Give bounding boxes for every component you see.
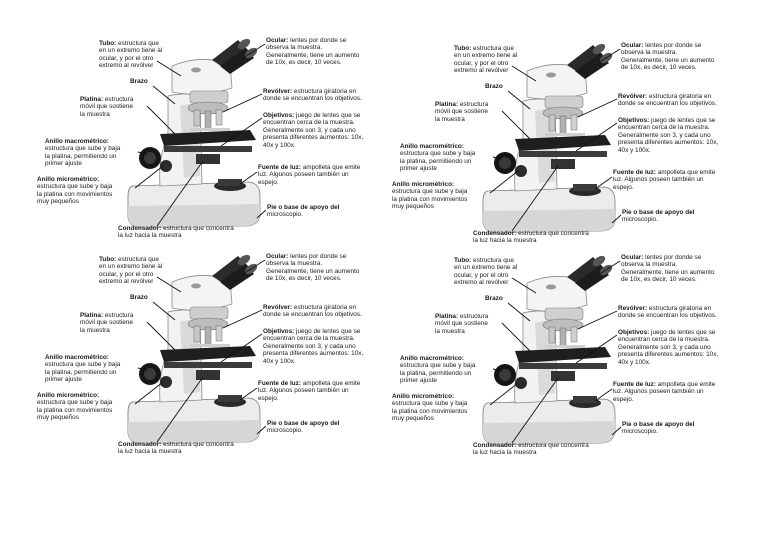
- label-revolver-term: Revólver:: [618, 93, 648, 100]
- label-tubo-term: Tubo:: [454, 45, 472, 52]
- label-objetivos-term: Objetivos:: [263, 328, 295, 335]
- label-micro: [392, 393, 492, 423]
- label-brazo-term: Brazo: [485, 83, 503, 90]
- label-fuente-term: Fuente de luz:: [258, 380, 301, 387]
- label-micro: [392, 181, 492, 211]
- label-objetivos-term: Objetivos:: [618, 117, 650, 124]
- label-tubo-term: Tubo:: [99, 40, 117, 47]
- label-tubo-description: estructura que en un extremo tiene al ocular, y por el otro extremo al revólver: [454, 257, 518, 287]
- label-revolver: [618, 305, 723, 320]
- label-fuente-description: ampolleta que emite luz. Algunos poseen también un espejo.: [613, 381, 716, 403]
- label-revolver-description: estructura giratoria en donde se encuentran los objetivos.: [263, 88, 362, 103]
- label-micro-description: estructura que sube y baja la platina con movimientos muy pequeños: [37, 399, 113, 422]
- label-micro-term: Anillo micrométrico:: [392, 181, 455, 188]
- label-macro-term: Anillo macrométrico:: [400, 355, 464, 362]
- label-tubo: [99, 40, 191, 70]
- label-ocular: [266, 253, 371, 283]
- label-macro-term: Anillo macrométrico:: [45, 354, 109, 361]
- label-pie: [267, 204, 362, 219]
- label-brazo: [130, 294, 170, 301]
- label-ocular-description: lentes por donde se observa la muestra. Generalmente, tiene un aumento de 10x, es decir, 10 veces.: [266, 253, 360, 283]
- label-condensador-description: estructura que concentra la luz hacia la muestra: [118, 225, 234, 240]
- label-condensador: [118, 225, 278, 240]
- label-macro-description: estructura que sube y baja la platina, permitiendo un primer ajuste: [45, 145, 121, 168]
- label-micro-description: estructura que sube y baja la platina con movimientos muy pequeños: [392, 188, 468, 211]
- label-ocular: [266, 37, 371, 67]
- label-platina: [80, 96, 152, 118]
- label-macro-term: Anillo macrométrico:: [45, 138, 109, 145]
- label-fuente-term: Fuente de luz:: [613, 381, 656, 388]
- label-macro-term: Anillo macrométrico:: [400, 143, 464, 150]
- label-revolver-term: Revólver:: [263, 88, 293, 95]
- label-revolver-description: estructura giratoria en donde se encuentran los objetivos.: [263, 304, 362, 319]
- label-condensador-description: estructura que concentra la luz hacia la muestra: [473, 442, 589, 457]
- label-ocular-term: Ocular:: [621, 254, 644, 261]
- label-fuente: [613, 381, 718, 403]
- label-platina: [435, 101, 507, 123]
- label-revolver-description: estructura giratoria en donde se encuentran los objetivos.: [618, 305, 717, 320]
- label-fuente: [258, 164, 363, 186]
- label-micro-term: Anillo micrométrico:: [392, 393, 455, 400]
- label-micro-term: Anillo micrométrico:: [37, 176, 100, 183]
- label-fuente-term: Fuente de luz:: [258, 164, 301, 171]
- label-condensador-term: Condensador:: [118, 441, 162, 448]
- label-brazo-term: Brazo: [130, 294, 148, 301]
- label-tubo-description: estructura que en un extremo tiene al ocular, y por el otro extremo al revólver: [99, 40, 163, 70]
- label-ocular-term: Ocular:: [266, 253, 289, 260]
- label-platina-term: Platina:: [435, 313, 459, 320]
- label-platina-term: Platina:: [80, 312, 104, 319]
- microscope-panel-1: [25, 36, 365, 266]
- label-objetivos: [263, 112, 368, 149]
- label-tubo: [99, 256, 191, 286]
- label-objetivos-description: juego de lentes que se encuentran cerca de la muestra. Generalmente son 3, y cada uno presenta diferentes aumentos: 10x, 40x y 100x.: [618, 329, 719, 366]
- label-micro-term: Anillo micrométrico:: [37, 392, 100, 399]
- label-micro-description: estructura que sube y baja la platina con movimientos muy pequeños: [392, 400, 468, 423]
- label-pie: [267, 420, 362, 435]
- label-condensador-term: Condensador:: [473, 442, 517, 449]
- label-tubo: [454, 45, 546, 75]
- label-tubo-term: Tubo:: [99, 256, 117, 263]
- label-pie: [622, 421, 717, 436]
- label-objetivos: [618, 117, 723, 154]
- label-pie-description: microscopio.: [622, 216, 658, 224]
- label-fuente-description: ampolleta que emite luz. Algunos poseen también un espejo.: [613, 169, 716, 191]
- label-condensador-description: estructura que concentra la luz hacia la muestra: [473, 230, 589, 245]
- label-macro-description: estructura que sube y baja la platina, permitiendo un primer ajuste: [45, 361, 121, 384]
- label-macro: [400, 143, 495, 173]
- label-fuente-term: Fuente de luz:: [613, 169, 656, 176]
- label-objetivos: [618, 329, 723, 366]
- label-platina-description: estructura móvil que sostiene la muestra: [80, 96, 134, 118]
- label-condensador-term: Condensador:: [118, 225, 162, 232]
- label-macro-description: estructura que sube y baja la platina, permitiendo un primer ajuste: [400, 150, 476, 173]
- label-platina-description: estructura móvil que sostiene la muestra: [435, 101, 489, 123]
- label-tubo-description: estructura que en un extremo tiene al ocular, y por el otro extremo al revólver: [99, 256, 163, 286]
- label-condensador: [118, 441, 278, 456]
- microscope-panel-2: [380, 41, 720, 271]
- label-platina-description: estructura móvil que sostiene la muestra: [435, 313, 489, 335]
- label-platina-term: Platina:: [80, 96, 104, 103]
- label-objetivos: [263, 328, 368, 365]
- microscope-panel-3: [25, 252, 365, 482]
- label-brazo: [485, 83, 525, 90]
- label-macro: [400, 355, 495, 385]
- label-platina-term: Platina:: [435, 101, 459, 108]
- label-fuente-description: ampolleta que emite luz. Algunos poseen también un espejo.: [258, 164, 361, 186]
- label-pie-term: Pie o base de apoyo del: [267, 420, 340, 427]
- label-condensador-term: Condensador:: [473, 230, 517, 237]
- label-objetivos-term: Objetivos:: [618, 329, 650, 336]
- label-revolver: [618, 93, 723, 108]
- label-pie: [622, 209, 717, 224]
- label-ocular-term: Ocular:: [266, 37, 289, 44]
- label-revolver-term: Revólver:: [263, 304, 293, 311]
- label-platina-description: estructura móvil que sostiene la muestra: [80, 312, 134, 334]
- label-objetivos-term: Objetivos:: [263, 112, 295, 119]
- label-tubo: [454, 257, 546, 287]
- label-ocular: [621, 42, 726, 72]
- label-brazo: [130, 78, 170, 85]
- label-platina: [435, 313, 507, 335]
- label-fuente: [258, 380, 363, 402]
- label-pie-description: microscopio.: [267, 211, 303, 219]
- label-micro: [37, 392, 137, 422]
- label-pie-term: Pie o base de apoyo del: [622, 209, 695, 216]
- label-brazo: [485, 295, 525, 302]
- label-macro: [45, 138, 140, 168]
- label-condensador: [473, 230, 633, 245]
- label-revolver: [263, 304, 368, 319]
- label-tubo-term: Tubo:: [454, 257, 472, 264]
- label-micro: [37, 176, 137, 206]
- label-ocular-description: lentes por donde se observa la muestra. Generalmente, tiene un aumento de 10x, es decir, 10 veces.: [266, 37, 360, 67]
- label-objetivos-description: juego de lentes que se encuentran cerca de la muestra. Generalmente son 3, y cada uno presenta diferentes aumentos: 10x, 40x y 100x.: [618, 117, 719, 154]
- label-ocular-term: Ocular:: [621, 42, 644, 49]
- label-macro-description: estructura que sube y baja la platina, permitiendo un primer ajuste: [400, 362, 476, 385]
- label-objetivos-description: juego de lentes que se encuentran cerca de la muestra. Generalmente son 3, y cada uno presenta diferentes aumentos: 10x, 40x y 100x.: [263, 112, 364, 149]
- label-objetivos-description: juego de lentes que se encuentran cerca de la muestra. Generalmente son 3, y cada uno presenta diferentes aumentos: 10x, 40x y 100x.: [263, 328, 364, 365]
- label-revolver: [263, 88, 368, 103]
- label-pie-term: Pie o base de apoyo del: [622, 421, 695, 428]
- label-revolver-term: Revólver:: [618, 305, 648, 312]
- label-brazo-term: Brazo: [130, 78, 148, 85]
- label-ocular-description: lentes por donde se observa la muestra. Generalmente, tiene un aumento de 10x, es decir, 10 veces.: [621, 42, 715, 72]
- label-pie-description: microscopio.: [622, 428, 658, 436]
- label-platina: [80, 312, 152, 334]
- label-macro: [45, 354, 140, 384]
- label-micro-description: estructura que sube y baja la platina con movimientos muy pequeños: [37, 183, 113, 206]
- label-ocular: [621, 254, 726, 284]
- label-pie-description: microscopio.: [267, 427, 303, 435]
- label-pie-term: Pie o base de apoyo del: [267, 204, 340, 211]
- label-ocular-description: lentes por donde se observa la muestra. Generalmente, tiene un aumento de 10x, es decir, 10 veces.: [621, 254, 715, 284]
- label-condensador: [473, 442, 633, 457]
- label-brazo-term: Brazo: [485, 295, 503, 302]
- microscope-panel-4: [380, 253, 720, 483]
- label-tubo-description: estructura que en un extremo tiene al ocular, y por el otro extremo al revólver: [454, 45, 518, 75]
- label-fuente: [613, 169, 718, 191]
- label-revolver-description: estructura giratoria en donde se encuentran los objetivos.: [618, 93, 717, 108]
- label-fuente-description: ampolleta que emite luz. Algunos poseen también un espejo.: [258, 380, 361, 402]
- label-condensador-description: estructura que concentra la luz hacia la muestra: [118, 441, 234, 456]
